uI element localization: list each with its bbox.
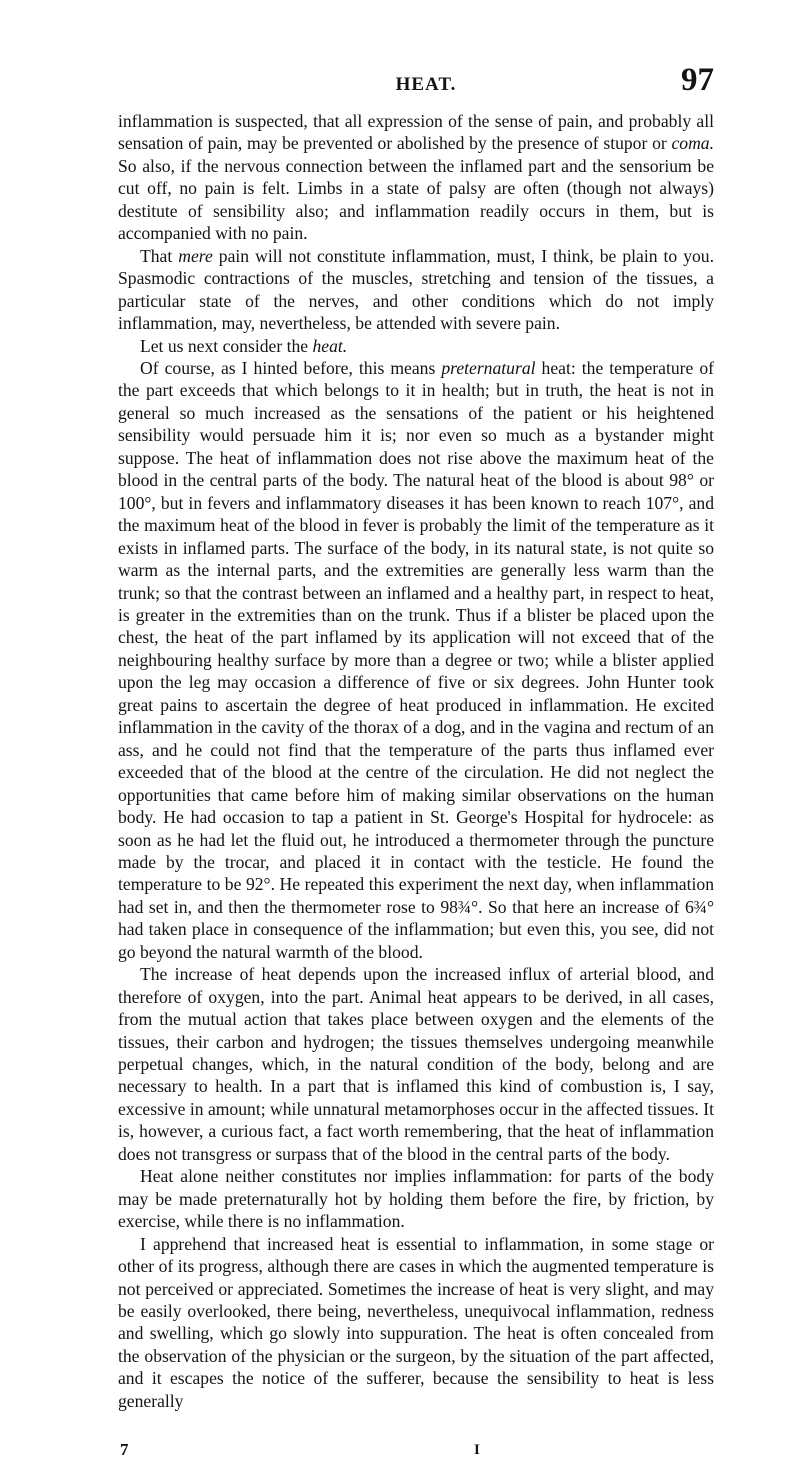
paragraph — [118, 1233, 714, 1413]
paragraph-text: Heat alone neither constitutes nor implies inflammation: for parts of the body may be made preternaturally hot by holding them before the fire, by friction, by exercise, while there is no inflammation. — [118, 1166, 714, 1232]
paragraph-text: So also, if the nervous connection between the inflamed part and the sensorium be cut off, no pain is felt. Limbs in a state of palsy are often (though not always) destitute of sensibility also; and inflammation readily occurs in them, but is accompanied with no pain. — [118, 155, 714, 244]
signature-letter: I — [474, 1442, 480, 1458]
paragraph — [118, 110, 714, 245]
running-title: HEAT. — [395, 74, 457, 95]
italic-text: coma. — [671, 133, 714, 154]
paragraph — [118, 357, 714, 963]
page-header — [118, 62, 714, 102]
body-text — [118, 110, 714, 1412]
paragraph — [118, 1165, 714, 1232]
italic-text: heat. — [312, 335, 348, 356]
paragraph — [118, 963, 714, 1165]
paragraph-text: That — [140, 245, 179, 266]
signature-number: 7 — [120, 1440, 129, 1459]
paragraph-text: inflammation is suspected, that all expression of the sense of pain, and probably all sensation of pain, may be prevented or abolished by the presence of stupor or — [118, 111, 714, 154]
italic-text: mere — [178, 245, 213, 266]
paragraph — [118, 245, 714, 335]
paragraph-text: pain will not constitute inflammation, must, I think, be plain to you. Spasmodic contractions of the muscles, stretching and tension of the tissues, a particular state of the nerves, and other conditions which do not imply inflammation, may, nevertheless, be attended with severe pain. — [118, 245, 714, 334]
page-number: 97 — [681, 62, 714, 98]
paragraph-text: Of course, as I hinted before, this means — [140, 357, 442, 378]
paragraph-text: The increase of heat depends upon the increased influx of arterial blood, and therefore of oxygen, into the part. Animal heat appears to be derived, in all cases, from the mutual action that takes place between oxygen and the elements of the tissues, their carbon and hydrogen; the tissues themselves undergoing meanwhile perpetual changes, which, in the natural condition of the body, belong and are necessary to health. In a part that is inflamed this kind of combustion is, I say, excessive in amount; while unnatural metamorphoses occur in the affected tissues. It is, however, a curious fact, a fact worth remembering, that the heat of inflammation does not transgress or surpass that of the blood in the central parts of the body. — [118, 964, 714, 1164]
page-footer — [118, 1440, 714, 1468]
paragraph-text: I apprehend that increased heat is essential to inflammation, in some stage or other of its progress, although there are cases in which the augmented temperature is not perceived or appreciated. Sometimes the increase of heat is very slight, and may be easily overlooked, there being, nevertheless, unequivocal inflammation, redness and swelling, which go slowly into suppuration. The heat is often concealed from the observation of the physician or the surgeon, by the situation of the part affected, and it escapes the notice of the sufferer, because the sensibility to heat is less generally — [118, 1233, 714, 1411]
paragraph — [118, 335, 714, 357]
paragraph-text: Let us next consider the — [140, 335, 313, 356]
italic-text: preternatural — [441, 357, 536, 378]
paragraph-text: heat: the temperature of the part exceeds that which belongs to it in health; but in truth, the heat is not in general so much increased as the sensations of the patient or his heightened sensibility would persuade him it is; nor even so much as a bystander might suppose. The heat of inflammation does not rise above the maximum heat of the blood in the central parts of the body. The natural heat of the blood is about 98° or 100°, but in fevers and inflammatory diseases it has been known to reach 107°, and the maximum heat of the blood in fever is probably the limit of the temperature as it exists in inflamed parts. The surface of the body, in its natural state, is not quite so warm as the internal parts, and the extremities are generally less warm than the trunk; so that the contrast between an inflamed and a healthy part, in respect to heat, is greater in the extremities than on the trunk. Thus if a blister be placed upon the chest, the heat of the part inflamed by its application will not exceed that of the neighbouring healthy surface by more than a degree or two; while a blister applied upon the leg may occasion a difference of five or six degrees. John Hunter took great pains to ascertain the degree of heat produced in inflammation. He excited inflammation in the cavity of the thorax of a dog, and in the vagina and rectum of an ass, and he could not find that the temperature of the parts thus inflamed ever exceeded that of the blood at the centre of the circulation. He did not neglect the opportunities that came before him of making similar observations on the human body. He had occasion to tap a patient in St. George's Hospital for hydrocele: as soon as he had let the fluid out, he introduced a thermometer through the puncture made by the trocar, and placed it in contact with the testicle. He found the temperature to be 92°. He repeated this experiment the next day, when inflammation had set in, and then the thermometer rose to 98¾°. So that here an increase of 6¾° had taken place in consequence of the inflammation; but even this, you see, did not go beyond the natural warmth of the blood. — [118, 357, 714, 962]
